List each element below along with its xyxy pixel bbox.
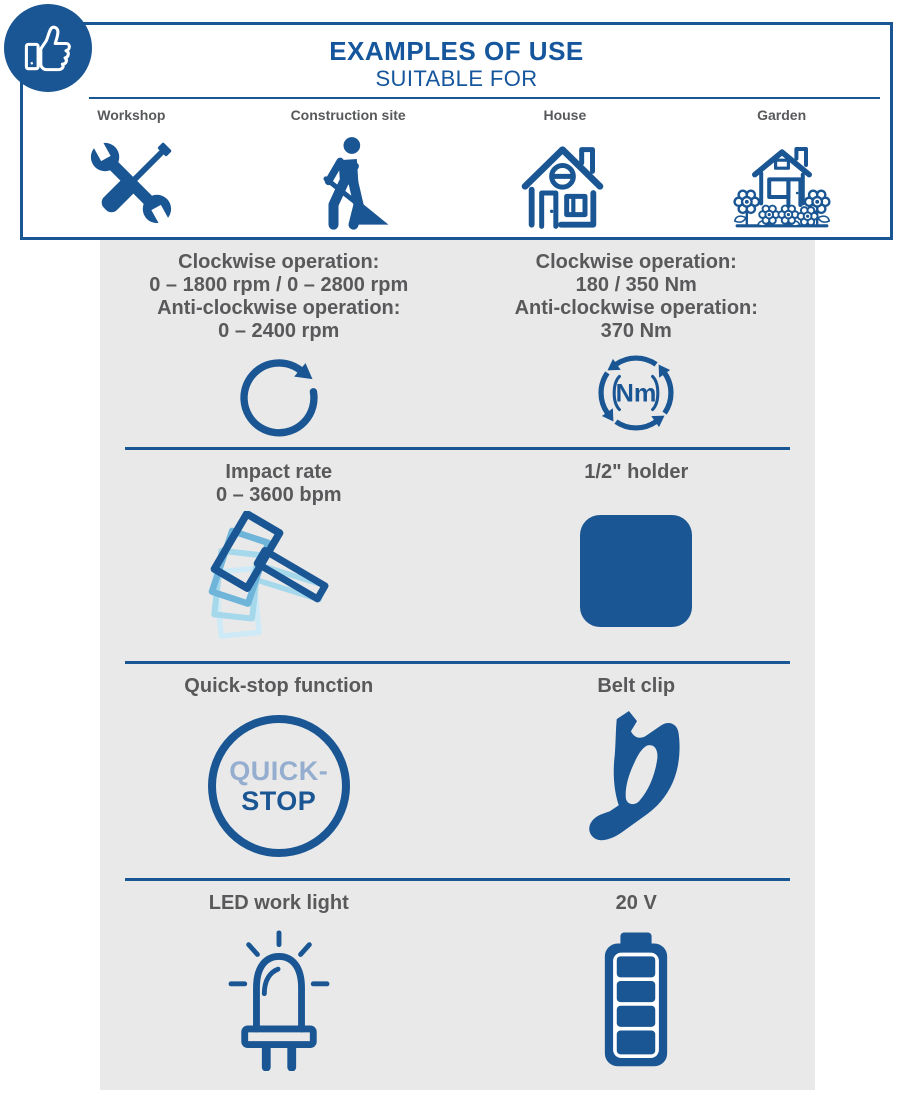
belt-clip-icon <box>586 711 686 857</box>
led-spec-text: LED work light <box>208 892 349 914</box>
impact-hammer-icon <box>204 511 354 651</box>
header-box <box>20 22 893 240</box>
torque-spec-text: Clockwise operation: 180 / 350 Nm Anti-clockwise operation: 370 Nm <box>514 251 758 342</box>
holder-spec-text: 1/2" holder <box>584 461 689 483</box>
spec-row-rotation <box>100 240 815 447</box>
suitable-for-grid <box>23 107 890 233</box>
led-light-icon <box>224 929 334 1071</box>
garden-house-icon <box>673 133 890 233</box>
impact-spec-text: Impact rate 0 – 3600 bpm <box>215 461 342 506</box>
spec-cell-led <box>100 881 458 1090</box>
garden-label: Garden <box>757 107 807 123</box>
suitable-col-house <box>457 107 674 233</box>
quick-stop-icon <box>208 715 350 857</box>
suitable-col-workshop <box>23 107 240 233</box>
svg-text:Nm: Nm <box>615 379 657 408</box>
spec-row-led-battery <box>100 881 815 1090</box>
page-title: EXAMPLES OF USE <box>329 36 584 66</box>
spec-cell-speed <box>100 240 458 447</box>
wrench-screwdriver-icon <box>23 133 240 233</box>
speed-spec-text: Clockwise operation: 0 – 1800 rpm / 0 – 2800 rpm Anti-clockwise operation: 0 – 2400 rpm <box>149 251 409 342</box>
battery-icon <box>590 927 682 1069</box>
spec-row-impact <box>100 450 815 661</box>
spec-cell-quickstop <box>100 664 458 878</box>
construction-site-label: Construction site <box>290 107 406 123</box>
spec-panel <box>100 240 815 1090</box>
quick-stop-word-2: STOP <box>241 786 317 816</box>
suitable-col-garden <box>673 107 890 233</box>
battery-spec-text: 20 V <box>615 892 657 914</box>
thumbs-up-badge <box>4 4 92 92</box>
house-label: House <box>543 107 587 123</box>
spec-cell-holder <box>458 450 816 661</box>
spec-cell-battery <box>458 881 816 1090</box>
house-icon <box>457 133 674 233</box>
header-divider <box>89 97 880 99</box>
suitable-col-construction <box>240 107 457 233</box>
digging-worker-icon <box>240 133 457 233</box>
quickstop-spec-text: Quick-stop function <box>184 675 374 697</box>
spec-cell-beltclip <box>458 664 816 878</box>
quick-stop-word-1: QUICK- <box>229 756 329 786</box>
spec-cell-impact <box>100 450 458 661</box>
clockwise-rotation-icon <box>233 350 325 442</box>
thumbs-up-icon <box>21 21 75 75</box>
beltclip-spec-text: Belt clip <box>597 675 676 697</box>
spec-row-quickstop <box>100 664 815 878</box>
socket-holder-icon <box>580 515 692 627</box>
workshop-label: Workshop <box>97 107 166 123</box>
spec-cell-torque <box>458 240 816 447</box>
torque-nm-icon <box>588 348 684 438</box>
page-subtitle: SUITABLE FOR <box>375 66 538 91</box>
